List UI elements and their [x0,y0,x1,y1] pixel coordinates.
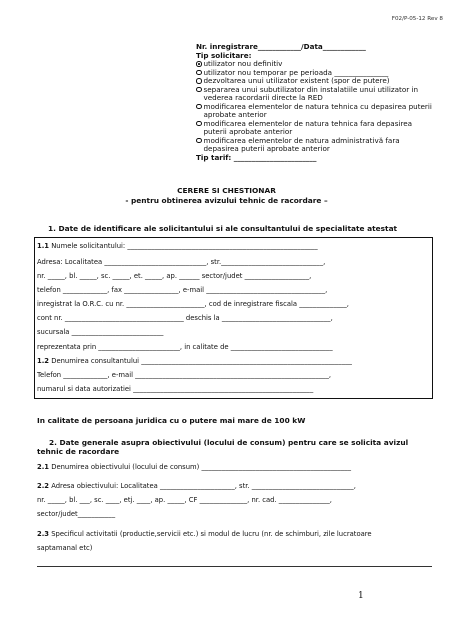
consultant-contact-field[interactable]: Telefon _____________, e-mail _________________________________________________________, [37,371,331,379]
option-modificare-tehnica-cu-depasire[interactable]: modificarea elementelor de natura tehnica cu depasirea puterii aprobate anterior [196,103,436,120]
legal-entity-note: In calitate de persoana juridica cu o putere mai mare de 100 kW [37,416,306,425]
branch-field[interactable]: sucursala ___________________________ [37,328,164,336]
option-modificare-administrativa[interactable]: modificarea elementelor de natura administrativă fara depasirea puterii aprobate anterior [196,137,436,154]
option-dezvoltare[interactable]: dezvoltarea unui utilizator existent (spor de putere) [196,77,436,86]
consultant-name-field[interactable]: 1.2 Denumirea consultantului ______________________________________________________________ [37,357,352,365]
option-utilizator-nou-definitiv[interactable]: utilizator nou definitiv [196,60,436,69]
bank-account-field[interactable]: cont nr. ___________________________________ deschis la ________________________________, [37,314,333,322]
activity-specific-label-cont: saptamanal etc) [37,544,93,552]
tariff-type-line[interactable]: Tip tarif: _______________________ [196,152,317,162]
objective-address-details-field[interactable]: nr. _____, bl. ___, sc. ____, etj. ____, ap. _____, CF ______________, nr. cad. _______________, [37,496,332,504]
radio-icon[interactable] [196,70,202,76]
option-separare[interactable]: separarea unui subutilizator din instalatiile unui utilizator in vederea racordarii directe la RED [196,86,436,103]
objective-address-field[interactable]: 2.2 Adresa obiectivului: Localitatea ______________________, str. ______________________________, [37,482,356,490]
representative-field[interactable]: reprezentata prin ________________________, in calitate de ______________________________ [37,343,333,351]
address-details-field[interactable]: nr. _____, bl. _____, sc. _____, et. _____, ap. ______ sector/judet ___________________, [37,272,312,280]
authorization-field[interactable]: numarul si data autorizatiei _____________________________________________________ [37,385,314,393]
radio-icon[interactable] [196,104,202,110]
form-code: F02/P-05-12 Rev 8 [391,16,443,22]
section1-heading: 1. Date de identificare ale solicitantului si ale consultantului de specialitate atestat [48,224,398,233]
objective-county-field[interactable]: sector/judet___________ [37,510,116,518]
contact-field[interactable]: telefon _____________, fax ________________, e-mail ___________________________________, [37,286,328,294]
applicant-name-field[interactable]: 1.1 Numele solicitantului: ________________________________________________________ [37,242,318,250]
radio-icon[interactable] [196,138,202,144]
objective-name-field[interactable]: 2.1 Denumirea obiectivului (locului de consum) ____________________________________________ [37,463,351,471]
radio-icon[interactable] [196,78,202,84]
activity-answer-line[interactable] [37,566,432,567]
request-type-label: Tip solicitare: [196,50,252,60]
activity-specific-label: 2.3 Specificul activitatii (productie,servicii etc.) si modul de lucru (nr. de schimburi, zile lucratoare [37,530,372,538]
option-modificare-tehnica-fara-depasire[interactable]: modificarea elementelor de natura tehnica fara depasirea puterii aprobate anterior [196,120,436,137]
page-title: CERERE SI CHESTIONAR [177,186,276,195]
page-number: 1 [358,591,364,601]
address-field[interactable]: Adresa: Localitatea ______________________________, str.______________________________, [37,258,326,266]
radio-icon[interactable] [196,87,202,93]
page-subtitle: - pentru obtinerea avizului tehnic de racordare – [125,196,328,205]
request-block [196,43,436,162]
orc-field[interactable]: inregistrat la O.R.C. cu nr. _______________________, cod de inregistrare fiscala ______________, [37,300,349,308]
registration-number-line[interactable]: Nr. inregistrare____________/Data____________ [196,42,366,51]
radio-icon[interactable] [196,121,202,127]
radio-selected-icon[interactable] [196,61,202,67]
section2-heading: 2. Date generale asupra obiectivului (locului de consum) pentru care se solicita avizul tehnic de racordare [37,438,409,456]
option-utilizator-nou-temporar[interactable]: utilizator nou temporar pe perioada _______________ [196,69,436,78]
